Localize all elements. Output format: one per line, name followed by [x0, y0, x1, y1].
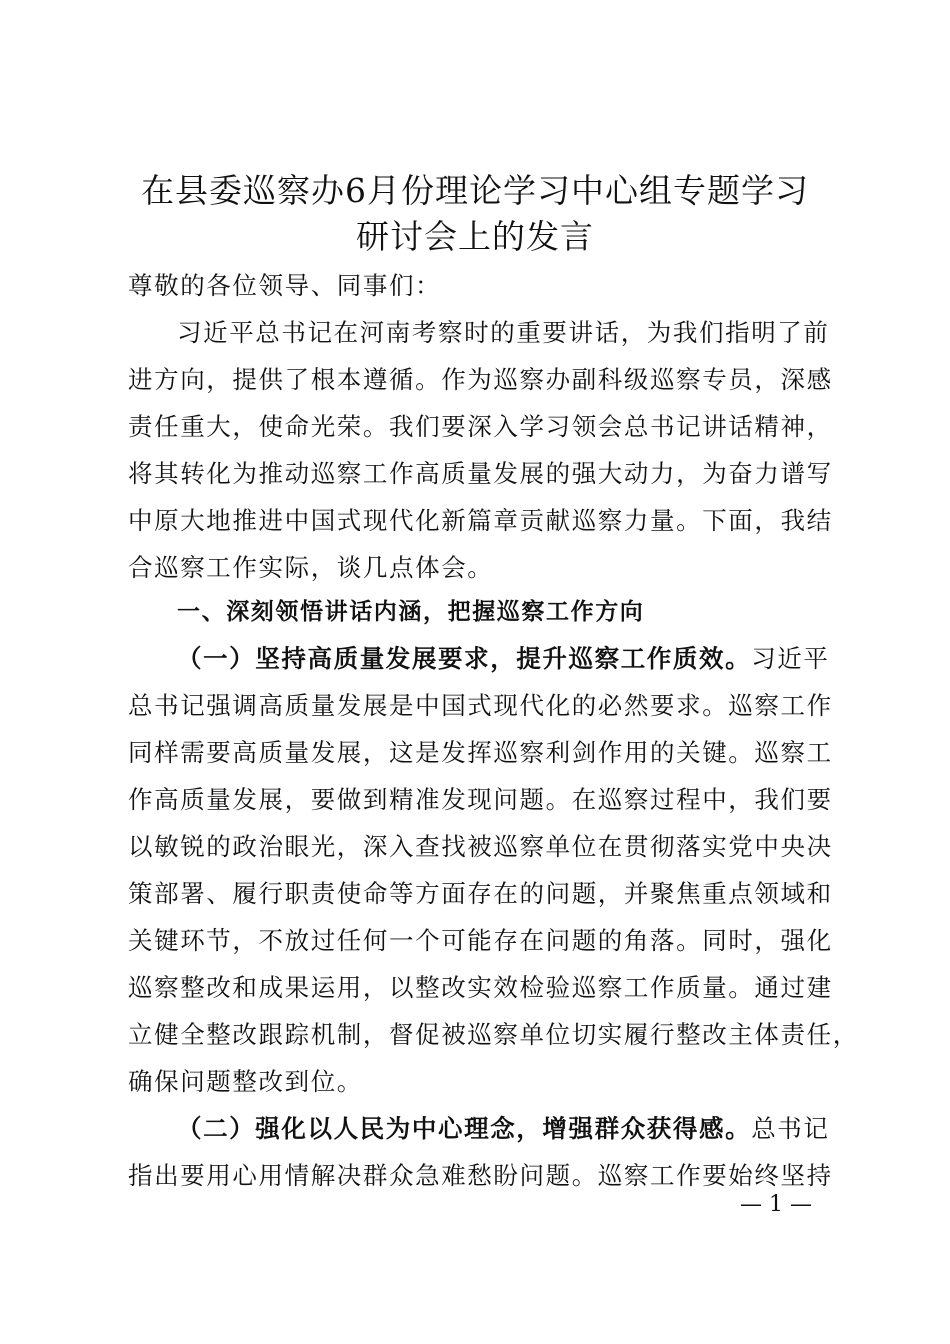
subsection-1-line: 立健全整改跟踪机制，督促被巡察单位切实履行整改主体责任， [128, 1020, 859, 1049]
subsection-2-lead-rest: 总书记 [751, 1114, 830, 1143]
subsection-1-line: 确保问题整改到位。 [128, 1067, 363, 1096]
intro-line: 责任重大，使命光荣。我们要深入学习领会总书记讲话精神， [128, 412, 833, 441]
subsection-1-line: 同样需要高质量发展，这是发挥巡察利剑作用的关键。巡察工 [128, 738, 833, 767]
subsection-1-lead: （一）坚持高质量发展要求，提升巡察工作质效。 [177, 644, 752, 673]
subsection-1-line: 关键环节，不放过任何一个可能存在问题的角落。同时，强化 [128, 926, 833, 955]
intro-line: 合巡察工作实际，谈几点体会。 [128, 553, 494, 582]
subsection-2-first-line [177, 1114, 877, 1144]
section-heading-1: 一、深刻领悟讲话内涵，把握巡察工作方向 [177, 599, 645, 625]
page-number: — 1 — [740, 1192, 812, 1217]
subsection-1-line: 作高质量发展，要做到精准发现问题。在巡察过程中，我们要 [128, 785, 833, 814]
subsection-1-line: 总书记强调高质量发展是中国式现代化的必然要求。巡察工作 [128, 691, 833, 720]
salutation: 尊敬的各位领导、同事们： [128, 271, 442, 300]
subsection-1-line: 巡察整改和成果运用，以整改实效检验巡察工作质量。通过建 [128, 973, 833, 1002]
subsection-1-first-line [177, 644, 877, 674]
intro-line: 进方向，提供了根本遵循。作为巡察办副科级巡察专员，深感 [128, 365, 833, 394]
intro-line: 习近平总书记在河南考察时的重要讲话，为我们指明了前 [177, 318, 830, 347]
subsection-2-line: 指出要用心用情解决群众急难愁盼问题。巡察工作要始终坚持 [128, 1161, 833, 1190]
document-title-line-2: 研讨会上的发言 [356, 217, 594, 256]
subsection-1-line: 策部署、履行职责使命等方面存在的问题，并聚焦重点领域和 [128, 879, 833, 908]
subsection-1-line: 以敏锐的政治眼光，深入查找被巡察单位在贯彻落实党中央决 [128, 832, 833, 861]
subsection-1-lead-rest: 习近平 [751, 644, 830, 673]
document-title-line-1: 在县委巡察办6月份理论学习中心组专题学习 [141, 171, 809, 210]
intro-line: 中原大地推进中国式现代化新篇章贡献巡察力量。下面，我结 [128, 506, 833, 535]
subsection-2-lead: （二）强化以人民为中心理念，增强群众获得感。 [177, 1114, 752, 1143]
intro-line: 将其转化为推动巡察工作高质量发展的强大动力，为奋力谱写 [128, 459, 833, 488]
